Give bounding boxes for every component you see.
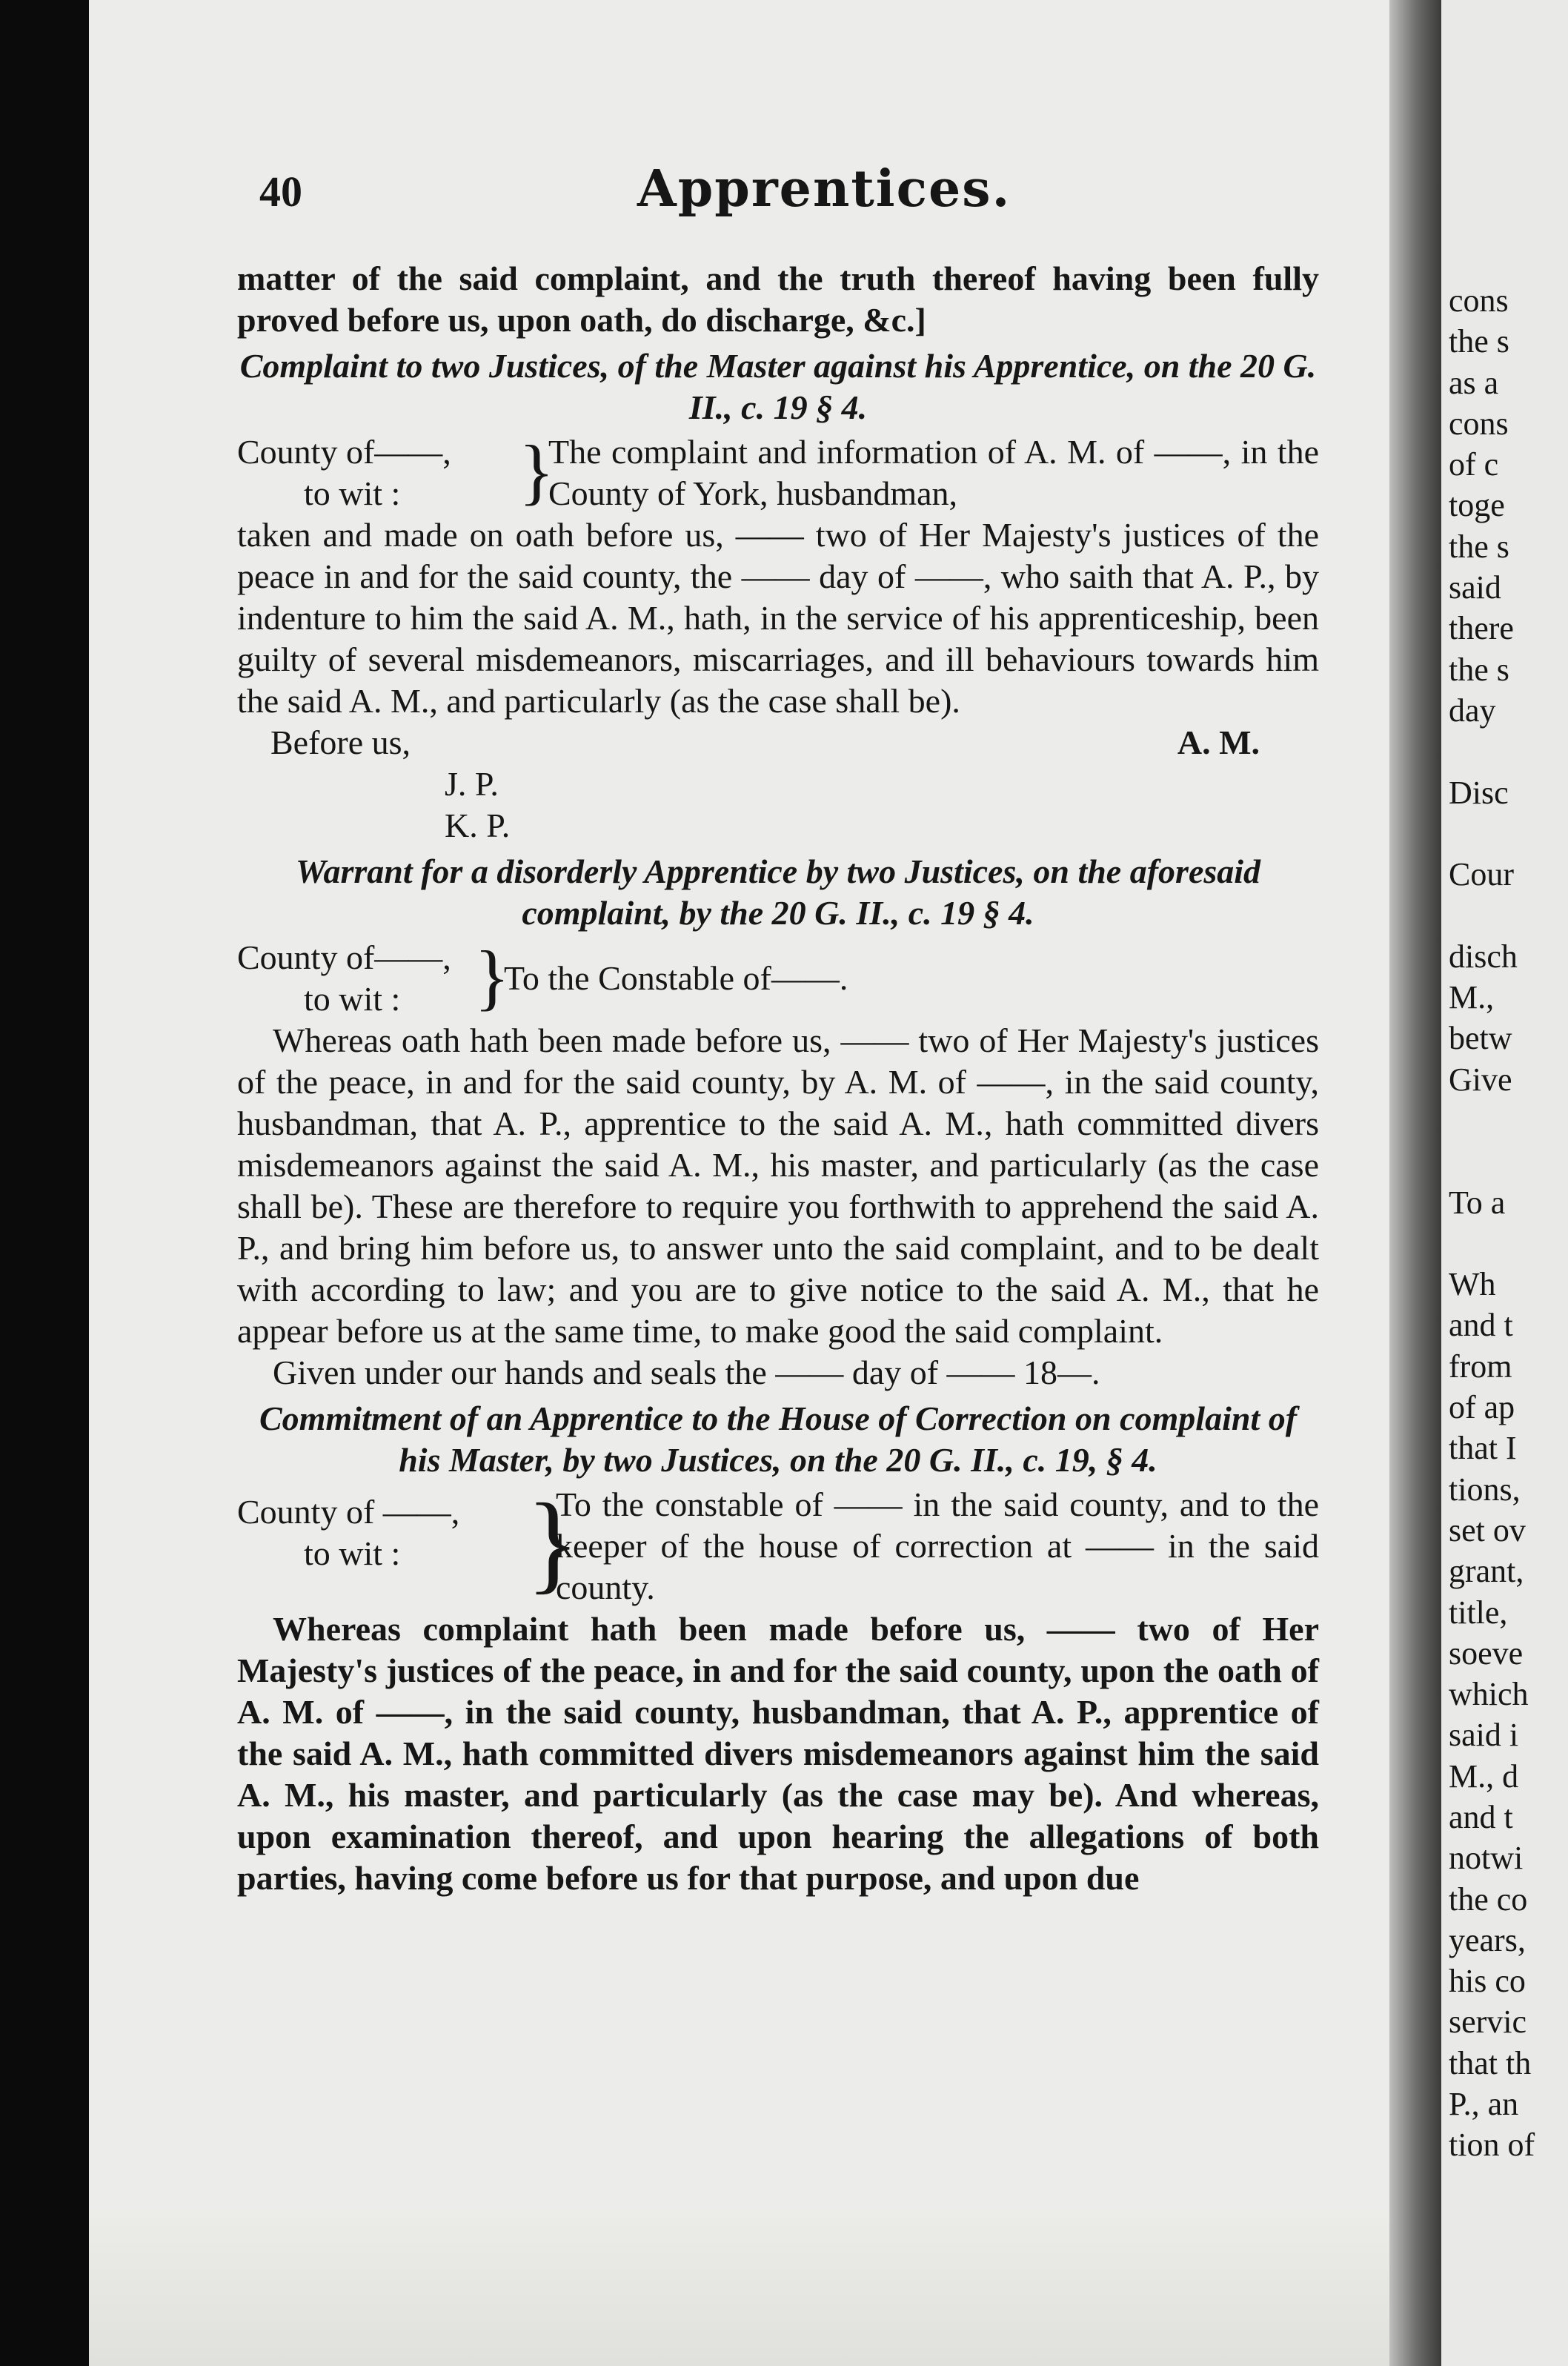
adjacent-line: and t <box>1449 1307 1513 1344</box>
adjacent-line: and t <box>1449 1798 1513 1835</box>
page-text <box>237 258 1319 1899</box>
venue-county: County of ——, <box>237 1493 460 1531</box>
form-heading-warrant: Warrant for a disorderly Apprentice by two Justices, on the aforesaid complaint, by the 20 G. II., c. 19 § 4. <box>295 852 1261 932</box>
adjacent-line: cons <box>1449 282 1509 319</box>
venue-caption-commitment <box>237 1481 1319 1608</box>
running-head: Apprentices. <box>637 159 1011 219</box>
adjacent-line <box>1449 813 1535 854</box>
paragraph-warrant: Whereas oath hath been made before us, —— two of Her Majesty's justices of the peace, in and for the said county, by A. M. of ——, in the said county, husbandman, that A. P., apprentice to the said A. M., hath committed divers misdemeanors against the said A. M., his master, and particularly (as the case shall be). These are therefore to require you forthwith to apprehend the said A. P., and bring him before us, to answer unto the said complaint, and to be dealt with according to law; and you are to give notice to the said A. M., that he appear before us at the same time, to make good the said complaint. <box>237 1021 1319 1350</box>
caption-text: The complaint and information of A. M. of ——, in the County of York, husbandman, <box>548 433 1319 512</box>
form-heading-commitment: Commitment of an Apprentice to the House of Correction on complaint of his Master, by two Justices, on the 20 G. II., c. 19, § 4. <box>259 1399 1298 1479</box>
venue-to-wit: to wit : <box>304 1534 401 1572</box>
adjacent-line: the s <box>1449 528 1509 565</box>
adjacent-line: betw <box>1449 1020 1512 1057</box>
adjacent-line: the s <box>1449 651 1509 688</box>
adjacent-line: To a <box>1449 1184 1506 1221</box>
signature-block <box>237 722 1319 846</box>
adjacent-line: M., d <box>1449 1757 1519 1795</box>
adjacent-line: Give <box>1449 1061 1512 1098</box>
adjacent-line: set ov <box>1449 1511 1526 1548</box>
adjacent-line: soeve <box>1449 1634 1524 1671</box>
paragraph-0: matter of the said complaint, and the truth thereof having been fully proved before us, upon oath, do discharge, &c.] <box>237 259 1319 339</box>
page-bottom-margin <box>89 2209 1401 2366</box>
book-gutter <box>1389 0 1449 2366</box>
adjacent-line: his co <box>1449 1963 1526 2000</box>
paragraph-given: Given under our hands and seals the —— day of —— 18—. <box>273 1353 1100 1391</box>
adjacent-line: tion of <box>1449 2127 1535 2164</box>
caption-text: To the constable of —— in the said county, and to the keeper of the house of correction at —— in the said county. <box>556 1485 1319 1606</box>
scan-left-border <box>0 0 93 2366</box>
adjacent-line: which <box>1449 1676 1529 1713</box>
adjacent-line: Cour <box>1449 856 1514 893</box>
paragraph-complaint: taken and made on oath before us, —— two of Her Majesty's justices of the peace in and for the said county, the —— day of ——, who saith that A. P., by indenture to him the said A. M., hath, in the service of his apprenticeship, been guilty of several misdemeanors, miscarriages, and ill behaviours towards him the said A. M., and particularly (as the case shall be). <box>237 516 1319 720</box>
sig-kp: K. P. <box>445 806 511 844</box>
adjacent-line: that th <box>1449 2044 1532 2081</box>
brace-icon: } <box>526 1481 579 1604</box>
caption-text: To the Constable of——. <box>504 959 848 997</box>
adjacent-line: title, <box>1449 1594 1508 1631</box>
adjacent-line <box>1449 895 1535 935</box>
adjacent-line: as a <box>1449 364 1499 401</box>
adjacent-line: years, <box>1449 1921 1526 1958</box>
sig-before: Before us, <box>270 723 411 761</box>
adjacent-line: said i <box>1449 1717 1519 1754</box>
form-heading-complaint: Complaint to two Justices, of the Master against his Apprentice, on the 20 G. II., c. 19 § 4. <box>239 347 1317 426</box>
venue-caption-warrant <box>237 937 1319 1020</box>
adjacent-line: said <box>1449 569 1501 606</box>
adjacent-line: the co <box>1449 1880 1528 1918</box>
adjacent-line: from <box>1449 1348 1512 1385</box>
adjacent-line: Disc <box>1449 774 1509 811</box>
venue-to-wit: to wit : <box>304 474 401 512</box>
venue-county: County of——, <box>237 433 451 471</box>
venue-county: County of——, <box>237 938 451 976</box>
page-number: 40 <box>259 168 302 216</box>
adjacent-line <box>1449 1223 1535 1264</box>
venue-to-wit: to wit : <box>304 980 401 1018</box>
adjacent-line: that I <box>1449 1430 1517 1467</box>
sig-am: A. M. <box>1177 723 1260 761</box>
adjacent-line: disch <box>1449 938 1518 975</box>
adjacent-line: grant, <box>1449 1553 1524 1590</box>
adjacent-line: cons <box>1449 405 1509 442</box>
brace-icon: } <box>519 430 554 512</box>
adjacent-line: day <box>1449 692 1496 729</box>
adjacent-line: M., <box>1449 979 1495 1016</box>
page-header <box>259 159 1326 226</box>
adjacent-line: there <box>1449 610 1514 647</box>
adjacent-line: P., an <box>1449 2086 1519 2123</box>
adjacent-line <box>1449 731 1535 772</box>
adjacent-line: notwi <box>1449 1840 1524 1877</box>
venue-caption-complaint <box>237 431 1319 514</box>
adjacent-line: servic <box>1449 2004 1527 2041</box>
adjacent-line: of c <box>1449 446 1499 483</box>
adjacent-line: tions, <box>1449 1471 1521 1508</box>
adjacent-line: the s <box>1449 323 1509 360</box>
adjacent-line: of ap <box>1449 1389 1515 1426</box>
adjacent-line <box>1449 1141 1535 1182</box>
brace-icon: } <box>474 935 510 1018</box>
sig-jp: J. P. <box>445 765 499 803</box>
adjacent-line: toge <box>1449 487 1505 524</box>
adjacent-line <box>1449 1100 1535 1141</box>
paragraph-commitment: Whereas complaint hath been made before us, —— two of Her Majesty's justices of the peace, in and for the said county, upon the oath of A. M. of ——, in the said county, husbandman, that A. P., apprentice of the said A. M., hath committed divers misdemeanors against him the said A. M., his master, and particularly (as the case may be). And whereas, upon examination thereof, and upon hearing the allegations of both parties, having come before us for that purpose, and upon due <box>237 1610 1319 1897</box>
adjacent-page-text <box>1449 280 1535 2166</box>
adjacent-line: Wh <box>1449 1266 1496 1303</box>
